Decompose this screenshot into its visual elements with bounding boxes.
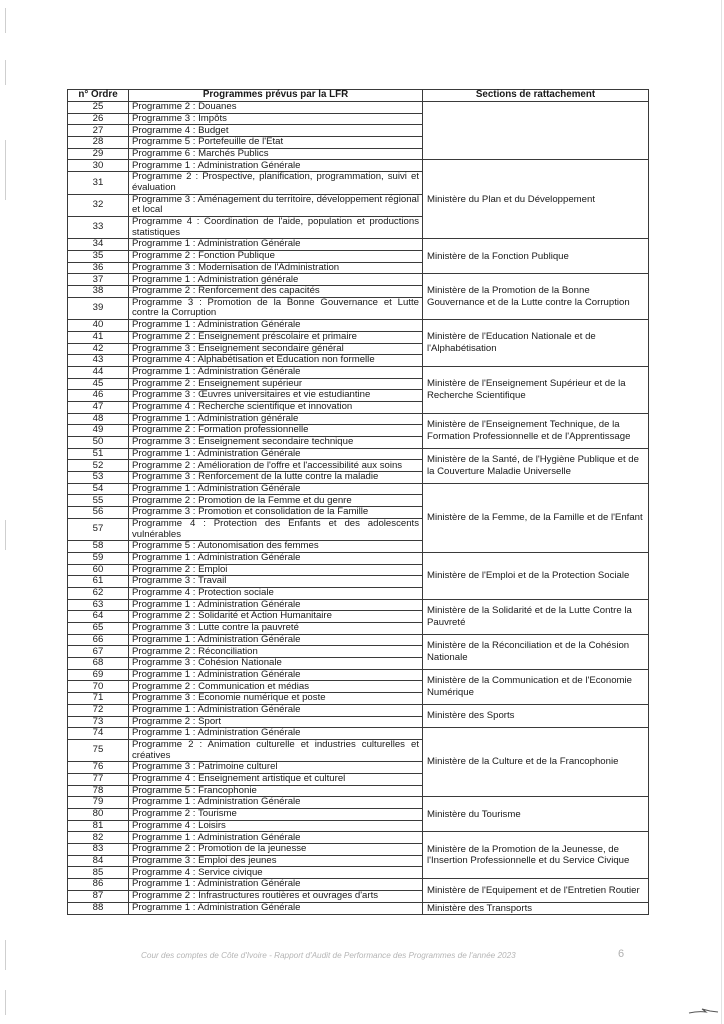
- programme-cell: Programme 3 : Enseignement secondaire général: [129, 343, 423, 355]
- programme-cell: Programme 1 : Administration Générale: [129, 669, 423, 681]
- section-cell: Ministère de la Promotion de la Jeunesse, de l'Insertion Professionnelle et du Service Civique: [423, 832, 649, 879]
- header-programmes: Programmes prévus par la LFR: [129, 90, 423, 102]
- programme-cell: Programme 2 : Prospective, planification, programmation, suivi et évaluation: [129, 172, 423, 194]
- ordre-cell: 85: [68, 867, 129, 879]
- ordre-cell: 45: [68, 378, 129, 390]
- table-row: [68, 102, 649, 114]
- table-row: [68, 634, 649, 646]
- ordre-cell: 84: [68, 855, 129, 867]
- programme-cell: Programme 2 : Sport: [129, 716, 423, 728]
- ordre-cell: 30: [68, 160, 129, 172]
- programme-cell: Programme 3 : Patrimoine culturel: [129, 762, 423, 774]
- section-cell: [423, 102, 649, 160]
- ordre-cell: 26: [68, 113, 129, 125]
- ordre-cell: 80: [68, 809, 129, 821]
- programme-cell: Programme 2 : Douanes: [129, 102, 423, 114]
- ordre-cell: 31: [68, 172, 129, 194]
- scan-edge-mark: [721, 0, 722, 1024]
- programme-cell: Programme 2 : Enseignement préscolaire et primaire: [129, 331, 423, 343]
- section-cell: Ministère de l'Emploi et de la Protection Sociale: [423, 552, 649, 599]
- programme-cell: Programme 6 : Marchés Publics: [129, 148, 423, 160]
- ordre-cell: 81: [68, 820, 129, 832]
- ordre-cell: 53: [68, 472, 129, 484]
- programme-cell: Programme 2 : Solidarité et Action Humanitaire: [129, 611, 423, 623]
- programme-cell: Programme 1 : Administration Générale: [129, 160, 423, 172]
- programme-cell: Programme 1 : Administration Générale: [129, 320, 423, 332]
- programme-cell: Programme 1 : Administration générale: [129, 413, 423, 425]
- table-row: [68, 728, 649, 740]
- programme-cell: Programme 2 : Renforcement des capacités: [129, 286, 423, 298]
- programme-cell: Programme 1 : Administration Générale: [129, 483, 423, 495]
- programme-cell: Programme 2 : Tourisme: [129, 809, 423, 821]
- programme-cell: Programme 5 : Francophonie: [129, 785, 423, 797]
- programme-cell: Programme 2 : Formation professionnelle: [129, 425, 423, 437]
- section-cell: Ministère du Tourisme: [423, 797, 649, 832]
- programme-cell: Programme 1 : Administration Générale: [129, 552, 423, 564]
- programme-cell: Programme 4 : Loisirs: [129, 820, 423, 832]
- programme-cell: Programme 3 : Travail: [129, 576, 423, 588]
- programme-cell: Programme 3 : Promotion de la Bonne Gouvernance et Lutte contre la Corruption: [129, 297, 423, 319]
- header-ordre: n° Ordre: [68, 90, 129, 102]
- ordre-cell: 61: [68, 576, 129, 588]
- table-row: [68, 704, 649, 716]
- programme-cell: Programme 3 : Cohésion Nationale: [129, 658, 423, 670]
- scan-edge-mark: [5, 990, 6, 1015]
- section-cell: Ministère de l'Equipement et de l'Entretien Routier: [423, 879, 649, 902]
- scan-edge-mark: [5, 60, 6, 85]
- programme-cell: Programme 1 : Administration Générale: [129, 448, 423, 460]
- ordre-cell: 50: [68, 437, 129, 449]
- ordre-cell: 78: [68, 785, 129, 797]
- ordre-cell: 48: [68, 413, 129, 425]
- ordre-cell: 38: [68, 286, 129, 298]
- ordre-cell: 36: [68, 262, 129, 274]
- programme-cell: Programme 1 : Administration Générale: [129, 634, 423, 646]
- ordre-cell: 27: [68, 125, 129, 137]
- ordre-cell: 86: [68, 879, 129, 891]
- ordre-cell: 44: [68, 366, 129, 378]
- programme-cell: Programme 4 : Alphabétisation et Education non formelle: [129, 355, 423, 367]
- table-row: [68, 320, 649, 332]
- programme-cell: Programme 1 : Administration Générale: [129, 728, 423, 740]
- programme-cell: Programme 3 : Renforcement de la lutte contre la maladie: [129, 472, 423, 484]
- ordre-cell: 87: [68, 890, 129, 902]
- ordre-cell: 58: [68, 541, 129, 553]
- scan-edge-mark: [5, 940, 6, 970]
- table-row: [68, 669, 649, 681]
- programme-cell: Programme 4 : Enseignement artistique et culturel: [129, 773, 423, 785]
- section-cell: Ministère de l'Education Nationale et de l'Alphabétisation: [423, 320, 649, 367]
- ordre-cell: 37: [68, 274, 129, 286]
- scan-edge-mark: [5, 8, 6, 33]
- ordre-cell: 40: [68, 320, 129, 332]
- ordre-cell: 71: [68, 693, 129, 705]
- ordre-cell: 74: [68, 728, 129, 740]
- programme-cell: Programme 3 : Œuvres universitaires et vie estudiantine: [129, 390, 423, 402]
- programme-cell: Programme 3 : Modernisation de l'Administration: [129, 262, 423, 274]
- ordre-cell: 76: [68, 762, 129, 774]
- table-header-row: [68, 90, 649, 102]
- programme-cell: Programme 2 : Promotion de la Femme et du genre: [129, 495, 423, 507]
- table-row: [68, 552, 649, 564]
- programme-cell: Programme 3 : Aménagement du territoire, développement régional et local: [129, 194, 423, 216]
- programme-cell: Programme 3 : Lutte contre la pauvreté: [129, 623, 423, 635]
- programme-cell: Programme 4 : Recherche scientifique et innovation: [129, 401, 423, 413]
- programme-cell: Programme 1 : Administration Générale: [129, 902, 423, 915]
- ordre-cell: 67: [68, 646, 129, 658]
- scan-edge-mark: [5, 140, 6, 200]
- ordre-cell: 33: [68, 216, 129, 238]
- programme-cell: Programme 3 : Impôts: [129, 113, 423, 125]
- ordre-cell: 72: [68, 704, 129, 716]
- programme-cell: Programme 4 : Protection des Enfants et des adolescents vulnérables: [129, 518, 423, 540]
- ordre-cell: 70: [68, 681, 129, 693]
- ordre-cell: 63: [68, 599, 129, 611]
- programme-cell: Programme 2 : Fonction Publique: [129, 250, 423, 262]
- page-number: 6: [618, 948, 625, 960]
- ordre-cell: 35: [68, 250, 129, 262]
- section-cell: Ministère de la Réconciliation et de la Cohésion Nationale: [423, 634, 649, 669]
- section-cell: Ministère des Sports: [423, 704, 649, 727]
- table-row: [68, 797, 649, 809]
- ordre-cell: 56: [68, 507, 129, 519]
- ordre-cell: 41: [68, 331, 129, 343]
- table-row: [68, 879, 649, 891]
- table-row: [68, 902, 649, 915]
- section-cell: Ministère de la Fonction Publique: [423, 239, 649, 274]
- ordre-cell: 39: [68, 297, 129, 319]
- programme-cell: Programme 5 : Autonomisation des femmes: [129, 541, 423, 553]
- programme-cell: Programme 2 : Amélioration de l'offre et l'accessibilité aux soins: [129, 460, 423, 472]
- programme-cell: Programme 2 : Enseignement supérieur: [129, 378, 423, 390]
- programme-cell: Programme 3 : Enseignement secondaire technique: [129, 437, 423, 449]
- ordre-cell: 69: [68, 669, 129, 681]
- table-row: [68, 366, 649, 378]
- programme-cell: Programme 2 : Infrastructures routières et ouvrages d'arts: [129, 890, 423, 902]
- programme-cell: Programme 2 : Promotion de la jeunesse: [129, 844, 423, 856]
- ordre-cell: 66: [68, 634, 129, 646]
- programme-cell: Programme 1 : Administration Générale: [129, 366, 423, 378]
- ordre-cell: 73: [68, 716, 129, 728]
- ordre-cell: 79: [68, 797, 129, 809]
- programmes-table: [67, 89, 649, 915]
- ordre-cell: 82: [68, 832, 129, 844]
- table-row: [68, 599, 649, 611]
- table-row: [68, 160, 649, 172]
- programme-cell: Programme 4 : Service civique: [129, 867, 423, 879]
- header-sections: Sections de rattachement: [423, 90, 649, 102]
- programme-cell: Programme 1 : Administration Générale: [129, 239, 423, 251]
- section-cell: Ministère des Transports: [423, 902, 649, 915]
- table-body: [68, 102, 649, 915]
- signature-mark: [688, 1005, 720, 1015]
- programme-cell: Programme 3 : Economie numérique et poste: [129, 693, 423, 705]
- section-cell: Ministère de l'Enseignement Supérieur et de la Recherche Scientifique: [423, 366, 649, 413]
- programme-cell: Programme 2 : Emploi: [129, 564, 423, 576]
- programme-cell: Programme 3 : Promotion et consolidation de la Famille: [129, 507, 423, 519]
- section-cell: Ministère de la Femme, de la Famille et de l'Enfant: [423, 483, 649, 552]
- ordre-cell: 75: [68, 739, 129, 761]
- ordre-cell: 46: [68, 390, 129, 402]
- table-row: [68, 483, 649, 495]
- table-row: [68, 448, 649, 460]
- ordre-cell: 88: [68, 902, 129, 915]
- section-cell: Ministère de la Communication et de l'Economie Numérique: [423, 669, 649, 704]
- programme-cell: Programme 1 : Administration générale: [129, 274, 423, 286]
- programme-cell: Programme 2 : Animation culturelle et industries culturelles et créatives: [129, 739, 423, 761]
- ordre-cell: 34: [68, 239, 129, 251]
- ordre-cell: 42: [68, 343, 129, 355]
- scan-edge-mark: [5, 520, 6, 550]
- section-cell: Ministère de la Promotion de la Bonne Gouvernance et de la Lutte contre la Corruption: [423, 274, 649, 320]
- table-row: [68, 832, 649, 844]
- section-cell: Ministère de la Solidarité et de la Lutte Contre la Pauvreté: [423, 599, 649, 634]
- ordre-cell: 65: [68, 623, 129, 635]
- ordre-cell: 55: [68, 495, 129, 507]
- ordre-cell: 25: [68, 102, 129, 114]
- ordre-cell: 51: [68, 448, 129, 460]
- section-cell: Ministère du Plan et du Développement: [423, 160, 649, 239]
- table-row: [68, 239, 649, 251]
- ordre-cell: 77: [68, 773, 129, 785]
- ordre-cell: 29: [68, 148, 129, 160]
- ordre-cell: 60: [68, 564, 129, 576]
- programme-cell: Programme 1 : Administration Générale: [129, 832, 423, 844]
- programme-cell: Programme 2 : Réconciliation: [129, 646, 423, 658]
- ordre-cell: 68: [68, 658, 129, 670]
- table-row: [68, 413, 649, 425]
- programme-cell: Programme 1 : Administration Générale: [129, 599, 423, 611]
- ordre-cell: 83: [68, 844, 129, 856]
- programme-cell: Programme 4 : Budget: [129, 125, 423, 137]
- ordre-cell: 62: [68, 587, 129, 599]
- ordre-cell: 64: [68, 611, 129, 623]
- ordre-cell: 49: [68, 425, 129, 437]
- programme-cell: Programme 5 : Portefeuille de l'Etat: [129, 137, 423, 149]
- ordre-cell: 59: [68, 552, 129, 564]
- section-cell: Ministère de la Culture et de la Francophonie: [423, 728, 649, 797]
- ordre-cell: 43: [68, 355, 129, 367]
- programme-cell: Programme 4 : Coordination de l'aide, population et productions statistiques: [129, 216, 423, 238]
- section-cell: Ministère de la Santé, de l'Hygiène Publique et de la Couverture Maladie Universelle: [423, 448, 649, 483]
- programme-cell: Programme 4 : Protection sociale: [129, 587, 423, 599]
- programme-cell: Programme 1 : Administration Générale: [129, 797, 423, 809]
- ordre-cell: 54: [68, 483, 129, 495]
- page-footer: Cour des comptes de Côte d'Ivoire - Rapport d'Audit de Performance des Programmes de l'année 2023: [141, 951, 516, 960]
- programme-cell: Programme 1 : Administration Générale: [129, 879, 423, 891]
- programme-cell: Programme 2 : Communication et médias: [129, 681, 423, 693]
- table-row: [68, 274, 649, 286]
- ordre-cell: 28: [68, 137, 129, 149]
- ordre-cell: 32: [68, 194, 129, 216]
- ordre-cell: 52: [68, 460, 129, 472]
- section-cell: Ministère de l'Enseignement Technique, de la Formation Professionnelle et de l'Apprentissage: [423, 413, 649, 448]
- ordre-cell: 57: [68, 518, 129, 540]
- ordre-cell: 47: [68, 401, 129, 413]
- programme-cell: Programme 3 : Emploi des jeunes: [129, 855, 423, 867]
- programme-cell: Programme 1 : Administration Générale: [129, 704, 423, 716]
